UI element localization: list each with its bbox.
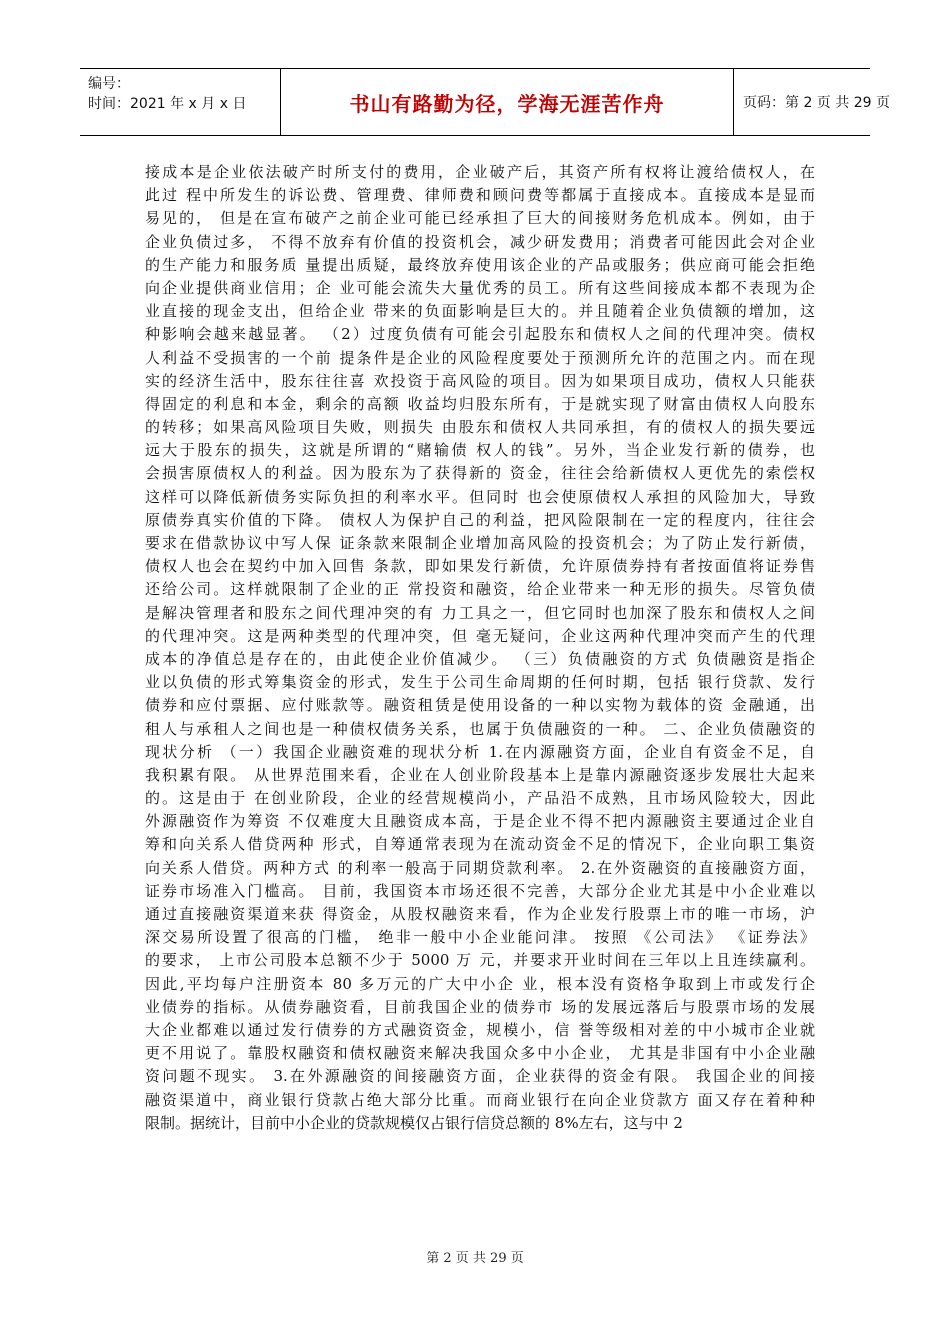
body-text-line: 还给公司。这样就限制了企业的正 常投资和融资，给企业带来一种无形的损失。尽管负债 [145,580,815,599]
body-text-line: 大企业都难以通过发行债券的方式融资资金，规模小，信 誉等级相对差的中小城市企业就 [145,1020,815,1039]
body-text-line: 筹和向关系人借贷两种 形式，自筹通常表现为在流动资金不足的情况下，企业向职工集资 [145,835,815,854]
body-text-line: 我积累有限。 从世界范围来看，企业在人创业阶段基本上是靠内源融资逐步发展壮大起来 [145,765,815,784]
body-text-line: 限制。据统计，目前中小企业的贷款规模仅占银行信贷总额的 8%左右，这与中 2 [145,1113,683,1132]
header-page-cell [733,69,890,135]
page-header [80,68,890,136]
page-footer: 第 2 页 共 29 页 [426,1251,524,1266]
body-text-line: 会损害原债权人的利益。因为股东为了获得新的 资金，往往会给新债权人更优先的索偿权 [145,464,815,483]
body-text-line: 向关系人借贷。两种方式 的利率一般高于同期贷款利率。 2.在外资融资的直接融资方面， [145,858,815,877]
body-text-line: 更不用说了。靠股权融资和债权融资来解决我国众多中小企业， 尤其是非国有中小企业融 [145,1044,815,1063]
body-text-line: 业以负债的形式筹集资金的形式，发生于公司生命周期的任何时期，包括 银行贷款、发行 [145,673,815,692]
body-text-line: 原债券真实价值的下降。 债权人为保护自己的利益，把风险限制在一定的程度内，往往会 [145,510,815,529]
document-body [145,161,815,1135]
body-text-line: 种影响会越来越显著。 （2）过度负债有可能会引起股东和债权人之间的代理冲突。债权 [145,325,815,344]
document-time-label: 时间：2021 年 x 月 x 日 [88,96,247,112]
body-text-line: 接成本是企业依法破产时所支付的费用，企业破产后，其资产所有权将让渡给债权人，在 [145,163,815,181]
body-text-line: 租人与承租人之间也是一种债权债务关系，也属于负债融资的一种。 二、企业负债融资的 [145,719,815,738]
body-text-line: 的。这是由于 在创业阶段，企业的经营规模尚小，产品沿不成熟，且市场风险较大，因此 [145,789,815,808]
header-motto-cell [280,69,734,135]
body-text-line: 易见的， 但是在宣布破产之前企业可能已经承担了巨大的间接财务危机成本。例如，由于 [145,209,815,228]
body-text-line: 的要求， 上市公司股本总额不少于 5000 万 元，并要求开业时间在三年以上且连续赢利。 [145,951,815,970]
body-text-line: 业债券的指标。从债券融资看，目前我国企业的债券市 场的发展远落后与股票市场的发展 [145,997,815,1016]
body-text-line: 因此,平均每户注册资本 80 多万元的广大中小企 业，根本没有资格争取到上市或发行企 [145,974,815,993]
body-text-line: 这样可以降低新债务实际负担的利率水平。但同时 也会使原债权人承担的风险加大，导致 [145,487,815,506]
body-text-line: 外源融资作为筹资 不仅难度大且融资成本高，于是企业不得不把内源融资主要通过企业自 [145,812,815,831]
body-text-line: 业直接的现金支出，但给企业 带来的负面影响是巨大的。并且随着企业负债额的增加，这 [145,302,815,321]
body-text-line: 远大于股东的损失，这就是所谓的“赌输债 权人的钱”。另外，当企业发行新的债券，也 [145,441,815,460]
document-number-label: 编号： [88,76,130,92]
body-text-line: 资问题不现实。 3.在外源融资的间接融资方面，企业获得的资金有限。 我国企业的间接 [145,1067,815,1086]
body-text-line: 此过 程中所发生的诉讼费、管理费、律师费和顾问费等都属于直接成本。直接成本是显而 [145,186,815,205]
body-text-line: 深交易所设置了很高的门槛， 绝非一般中小企业能问津。 按照 《公司法》 《证券法》 [145,928,815,947]
body-text-line: 向企业提供商业信用；企 业可能会流失大量优秀的员工。所有这些间接成本都不表现为企 [145,278,815,297]
body-text-line: 的生产能力和服务质 量提出质疑，最终放弃使用该企业的产品或服务；供应商可能会拒绝 [145,255,815,274]
body-text-line: 通过直接融资渠道来获 得资金，从股权融资来看，作为企业发行股票上市的唯一市场，沪 [145,905,815,923]
header-motto: 书山有路勤为径，学海无涯苦作舟 [349,91,665,116]
body-text-line: 人利益不受损害的一个前 提条件是企业的风险程度要处于预测所允许的范围之内。而在现 [145,348,815,367]
body-text-line: 证券市场准入门槛高。 目前，我国资本市场还很不完善，大部分企业尤其是中小企业难以 [145,881,815,900]
body-text-line: 成本的净值总是存在的，由此使企业价值减少。 （三）负债融资的方式 负债融资是指企 [145,649,815,668]
body-text-line: 的代理冲突。这是两种类型的代理冲突，但 毫无疑问，企业这两种代理冲突而产生的代理 [145,626,815,645]
body-text-line: 融资渠道中，商业银行贷款占绝大部分比重。而商业银行在向企业贷款方 面又存在着种种 [145,1090,815,1109]
body-text-line: 债券和应付票据、应付账款等。融资租赁是使用设备的一种以实物为载体的资 金融通，出 [145,696,815,715]
body-text-line: 债权人也会在契约中加入回售 条款，即如果发行新债，允许原债券持有者按面值将证券售 [145,557,815,576]
body-text-line: 的转移；如果高风险项目失败，则损失 由股东和债权人共同承担，有的债权人的损失要远 [145,418,815,437]
header-meta [80,69,280,135]
body-text-line: 实的经济生活中，股东往往喜 欢投资于高风险的项目。因为如果项目成功，债权人只能获 [145,371,815,390]
body-text-line: 企业负债过多， 不得不放弃有价值的投资机会，减少研发费用；消费者可能因此会对企业 [145,232,815,251]
body-text-line: 是解决管理者和股东之间代理冲突的有 力工具之一，但它同时也加深了股东和债权人之间 [145,603,815,622]
body-text-line: 要求在借款协议中写人保 证条款来限制企业增加高风险的投资机会；为了防止发行新债， [145,534,815,552]
body-text-line: 得固定的利息和本金，剩余的高额 收益均归股东所有，于是就实现了财富由债权人向股东 [145,394,815,413]
header-page-code: 页码：第 2 页 共 29 页 [743,95,890,111]
body-text-line: 现状分析 （一）我国企业融资难的现状分析 1.在内源融资方面，企业自有资金不足，自 [145,742,815,761]
